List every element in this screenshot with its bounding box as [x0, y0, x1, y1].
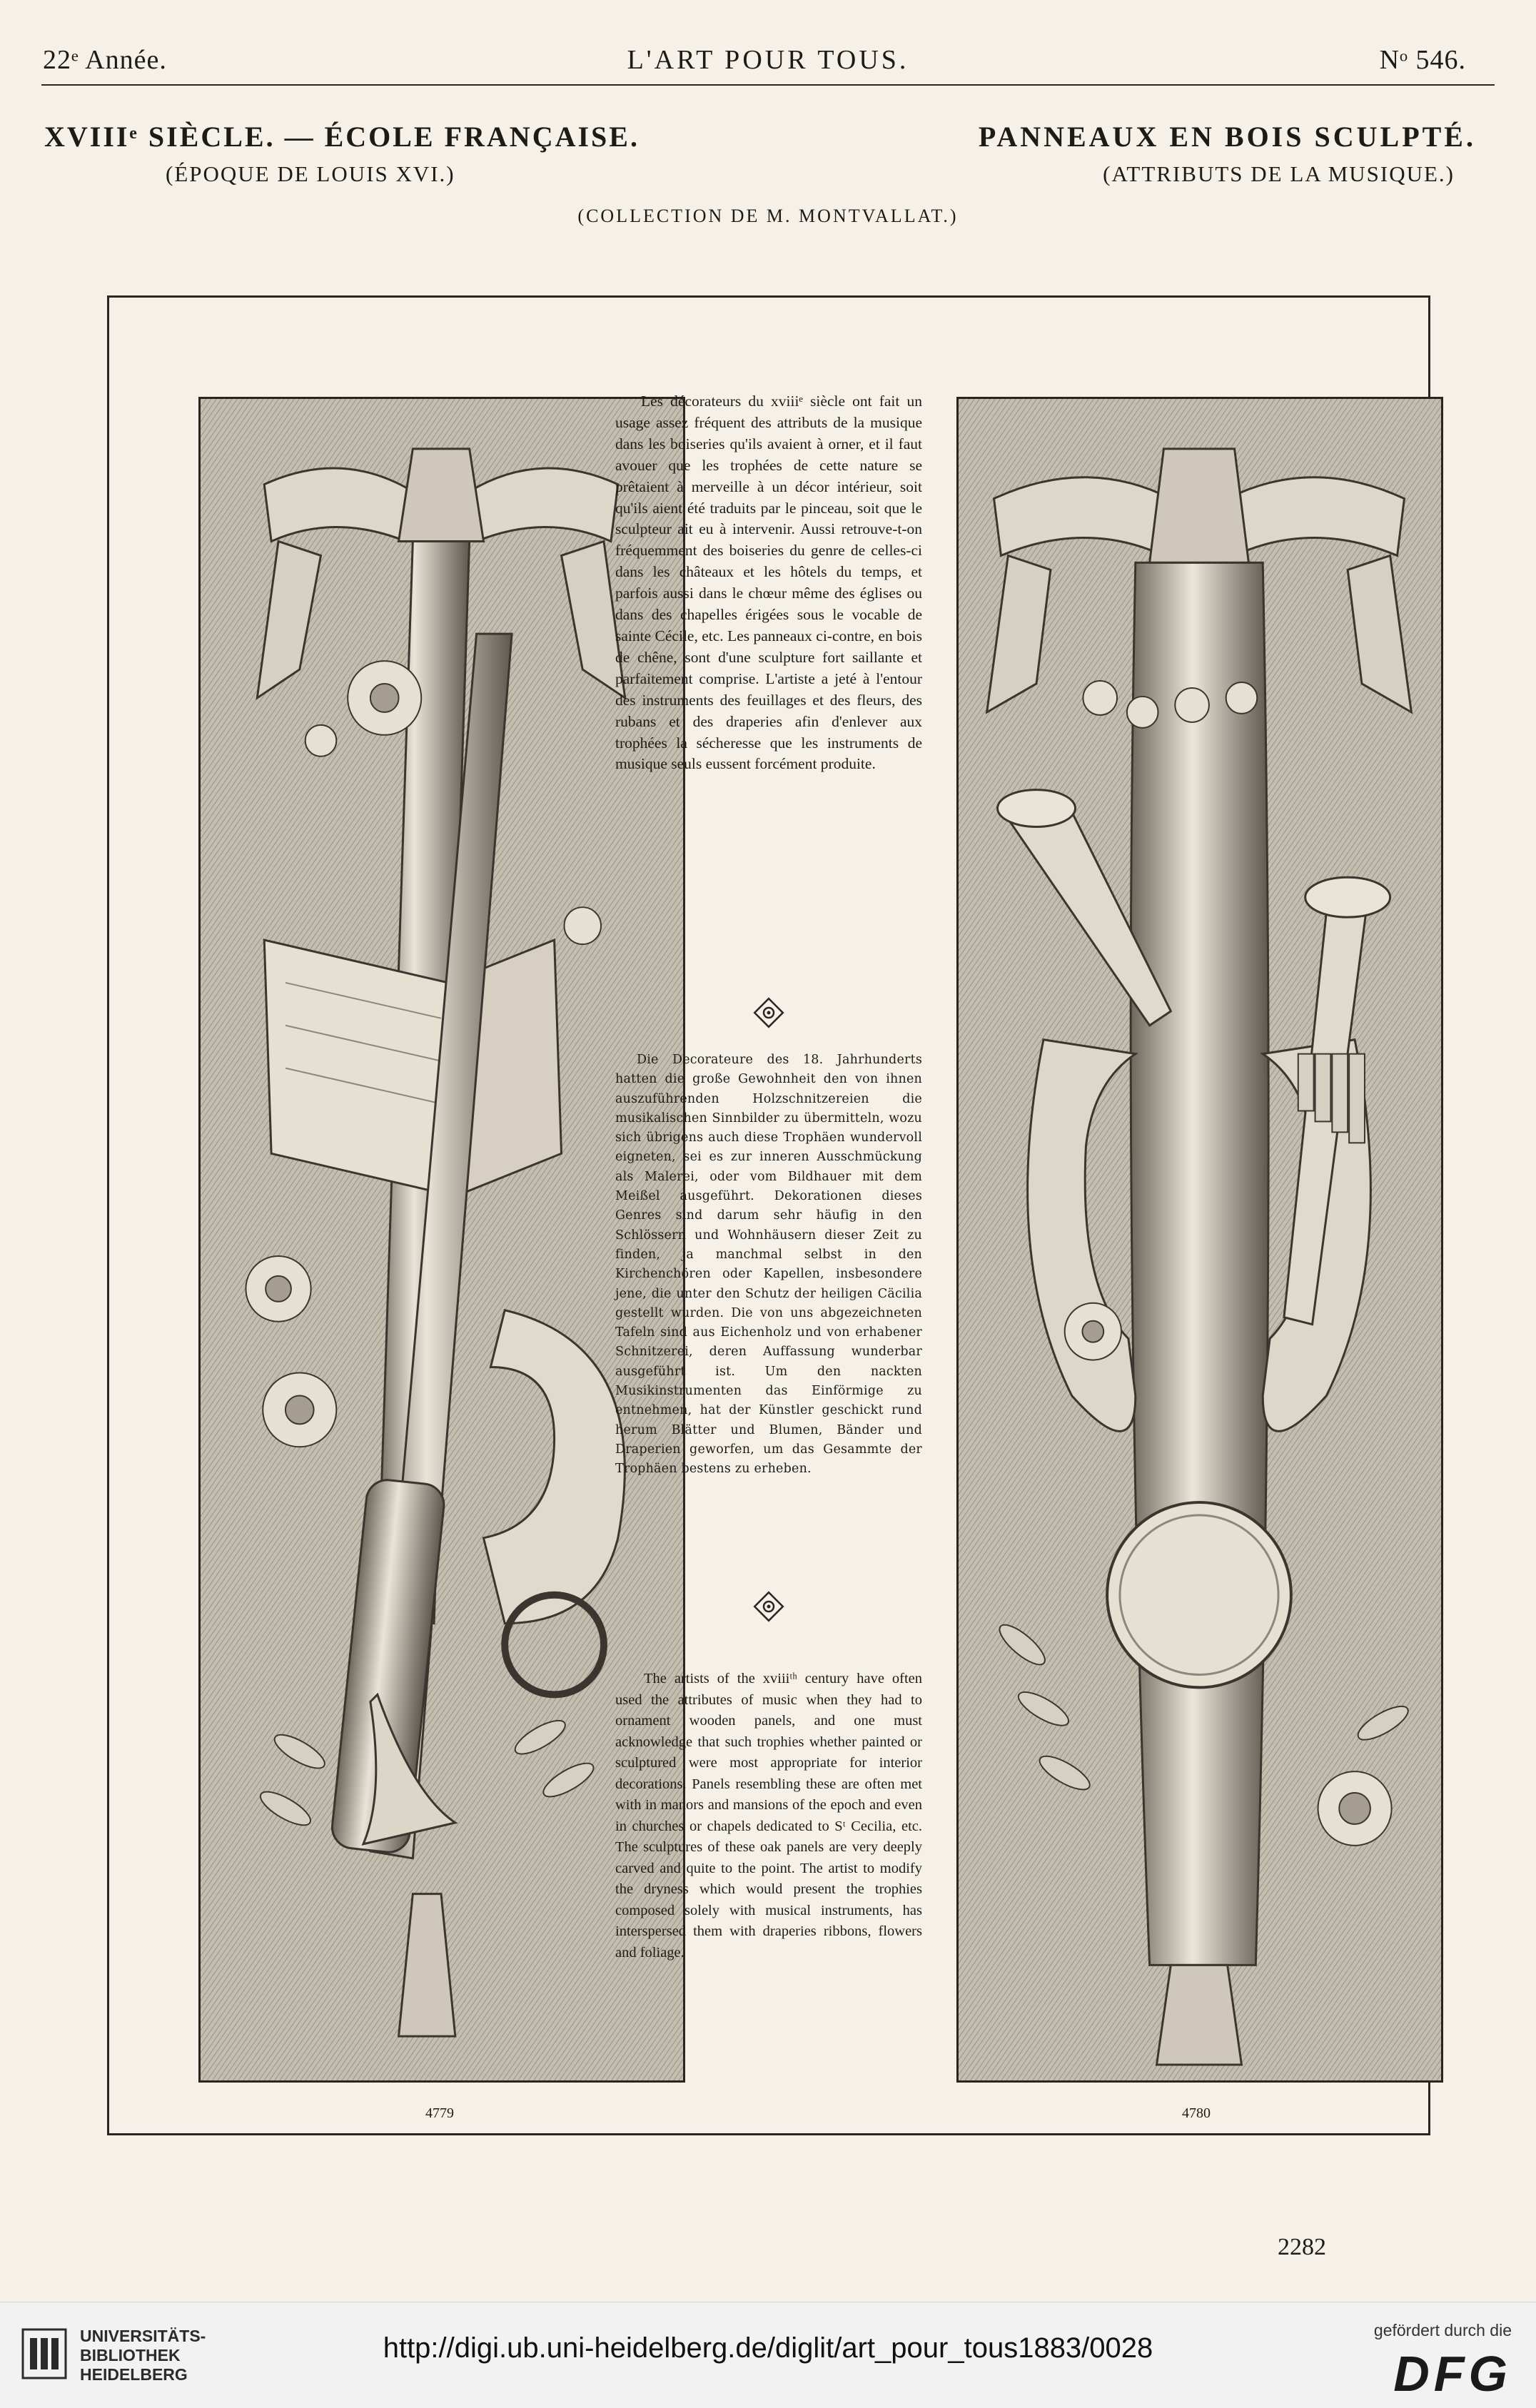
french-text: Les décorateurs du xviiiᵉ siècle ont fait un usage assez fréquent des attributs de la musique dans les boiseries qu'ils avaient à orner, et il faut avouer que les trophées de cette nature se prêtaient à merveille à un décor intérieur, soit qu'ils aient été traduits par le pinceau, soit que le sculpteur ait eu à intervenir. Aussi retrouve-t-on fréquemment des boiseries du genre de celles-ci dans les châteaux et les hôtels du temps, et parfois aussi dans le chœur même des églises ou dans des chapelles érigées sous le vocable de sainte Cécile, etc. Les panneaux ci-contre, en bois de chêne, sont d'une sculpture fort saillante et parfaitement comprise. L'artiste a jeté à l'entour des instruments des feuillages et des fleurs, des rubans et des draperies afin d'enlever aux trophées la sécheresse que les instruments de musique seuls eussent forcément produite. [615, 393, 922, 773]
tambourine-icon [1107, 1502, 1291, 1687]
open-book-icon [264, 940, 561, 1196]
library-name: UNIVERSITÄTS- BIBLIOTHEK HEIDELBERG [80, 2327, 206, 2384]
permalink[interactable]: http://digi.ub.uni-heidelberg.de/diglit/art_pour_tous1883/0028 [383, 2332, 1153, 2364]
ornament-icon [752, 996, 785, 1029]
figure-number-left: 4779 [425, 2105, 454, 2121]
ornament-icon [752, 1590, 785, 1623]
german-text: Die Decorateure des 18. Jahrhunderts hatten die große Gewohnheit den von ihnen auszuführenden Holzschnitzereien die musikalischen Sinnbilder zu übermitteln, wozu sich übrigens auch diese Trophäen wundervoll eigneten, sei es zur inneren Ausschmückung als Malerei, oder vom Bildhauer mit dem Meißel ausgeführt. Dekorationen dieses Genres sind darum sehr häufig in den Schlössern und Wohnhäusern dieser Zeit zu finden, ja manchmal selbst in den Kirchenchören oder Kapellen, insbesondere jene, die unter den Schutz der heiligen Cäcilia gestellt wurden. Die von uns abgezeichneten Tafeln sind aus Eichenholz und von erhabener Schnitzerei, deren Auffassung wunderbar ausgeführt ist. Um den nackten Musikinstrumenten das Einförmige zu entnehmen, hat der Künstler geschickt rund herum Blätter und Blumen, Bänder und Draperien geworfen, um das Gesammte der Trophäen bestens zu erheben. [615, 1053, 922, 1477]
subject-subtitle: (ATTRIBUTS DE LA MUSIQUE.) [1103, 161, 1455, 186]
page-number: 2282 [1278, 2234, 1326, 2260]
period-subtitle: (ÉPOQUE DE LOUIS XVI.) [166, 161, 455, 186]
collection-credit: (COLLECTION DE M. MONTVALLAT.) [577, 206, 959, 226]
subject-title: PANNEAUX EN BOIS SCULPTÉ. [978, 121, 1476, 153]
journal-title: L'ART POUR TOUS. [627, 45, 909, 75]
carved-panel-right [956, 397, 1443, 2083]
english-text: The artists of the xviiiᵗʰ century have often used the attributes of music when they had to ornament wooden panels, and one must acknowledge that such trophies whether painted or sculptured were most appropriate for interior decorations. Panels resembling these are often met with in manors and mansions of the epoch and even in churches or chapels dedicated to Sᵗ Cecilia, etc. The sculptures of these oak panels are very deeply carved and quite to the point. The artist to modify the dryness which would present the trophies composed solely with musical instruments, has interspersed them with draperies ribbons, flowers and foliage. [615, 1671, 922, 1961]
header-rule [41, 84, 1495, 86]
funding-caption: gefördert durch die [1373, 2321, 1512, 2339]
carved-panel-left [198, 397, 685, 2083]
period-title: XVIIIᵉ SIÈCLE. — ÉCOLE FRANÇAISE. [44, 121, 640, 153]
volume-year: 22ᵉ Année. [43, 45, 167, 75]
issue-number: Nᵒ 546. [1379, 45, 1466, 75]
viewer-footer [0, 2302, 1536, 2408]
dfg-logo-icon: DFG [1393, 2346, 1512, 2402]
figure-number-right: 4780 [1182, 2105, 1211, 2121]
